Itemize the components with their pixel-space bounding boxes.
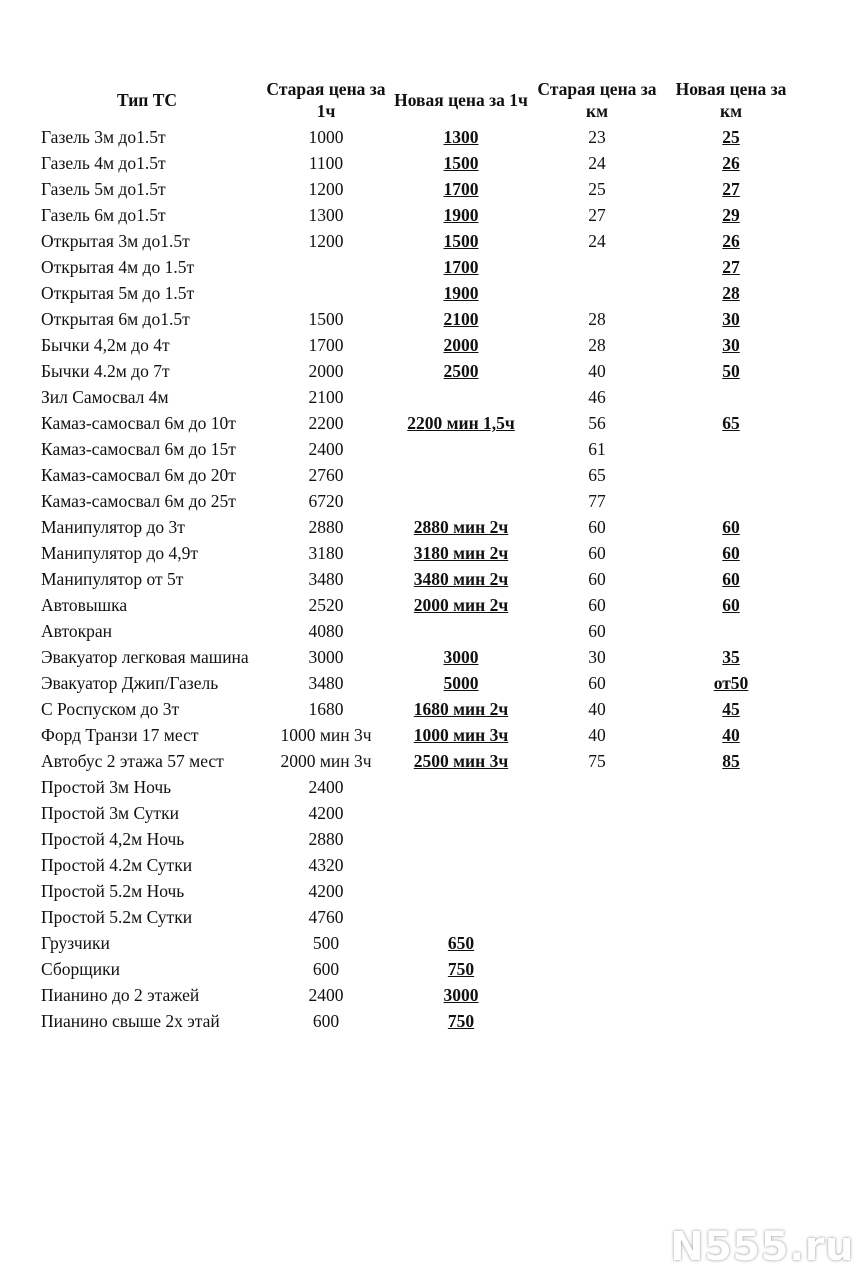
table-row (36, 722, 796, 748)
old-hour-price-cell: 6720 (308, 491, 344, 511)
vehicle-name-cell: Бычки 4,2м до 4т (41, 335, 170, 355)
vehicle-name-cell: Камаз-самосвал 6м до 15т (41, 439, 236, 459)
new-hour-price-cell: 1700 (443, 179, 479, 199)
old-km-price-cell: 40 (588, 361, 606, 381)
vehicle-name-cell: Газель 3м до1.5т (41, 127, 166, 147)
new-hour-price-cell: 1500 (443, 231, 479, 251)
new-km-price-cell (666, 826, 796, 852)
new-km-price-cell: 45 (722, 699, 740, 719)
table-row (36, 306, 796, 332)
vehicle-name-cell: Эвакуатор легковая машина (41, 647, 249, 667)
old-hour-price-cell: 3480 (308, 569, 344, 589)
new-km-price-cell: 35 (722, 647, 740, 667)
vehicle-name-cell: Газель 6м до1.5т (41, 205, 166, 225)
vehicle-name-cell: Простой 5.2м Сутки (41, 907, 193, 927)
table-row (36, 514, 796, 540)
old-km-price-cell: 24 (588, 153, 606, 173)
new-km-price-cell: 29 (722, 205, 740, 225)
new-hour-price-cell: 1680 мин 2ч (413, 699, 509, 719)
old-km-price-cell (528, 280, 666, 306)
table-row (36, 956, 796, 982)
new-hour-price-cell: 3000 (443, 985, 479, 1005)
old-hour-price-cell: 1000 мин 3ч (280, 725, 372, 745)
old-hour-price-cell: 4200 (308, 881, 344, 901)
old-hour-price-cell: 2880 (308, 517, 344, 537)
old-hour-price-cell: 1500 (308, 309, 344, 329)
table-row (36, 800, 796, 826)
header-old-km-price: Старая цена за км (537, 79, 657, 121)
table-row (36, 358, 796, 384)
new-hour-price-cell: 3000 (443, 647, 479, 667)
new-km-price-cell (666, 618, 796, 644)
new-km-price-cell: 60 (722, 569, 740, 589)
old-hour-price-cell: 4200 (308, 803, 344, 823)
old-km-price-cell (528, 1008, 666, 1034)
new-km-price-cell: 60 (722, 595, 740, 615)
table-row (36, 618, 796, 644)
old-km-price-cell: 60 (588, 673, 606, 693)
table-row (36, 1008, 796, 1034)
new-hour-price-cell (394, 904, 528, 930)
new-hour-price-cell: 1300 (443, 127, 479, 147)
vehicle-name-cell: Пианино свыше 2х этай (41, 1011, 220, 1031)
new-km-price-cell (666, 982, 796, 1008)
vehicle-name-cell: Открытая 3м до1.5т (41, 231, 190, 251)
new-km-price-cell (666, 774, 796, 800)
old-km-price-cell: 60 (588, 595, 606, 615)
table-row (36, 228, 796, 254)
table-row (36, 176, 796, 202)
new-km-price-cell (666, 904, 796, 930)
old-hour-price-cell: 2400 (308, 777, 344, 797)
old-km-price-cell: 30 (588, 647, 606, 667)
vehicle-name-cell: Газель 5м до1.5т (41, 179, 166, 199)
old-hour-price-cell: 1680 (308, 699, 344, 719)
old-km-price-cell: 61 (588, 439, 606, 459)
new-km-price-cell: 65 (722, 413, 740, 433)
new-km-price-cell: 60 (722, 543, 740, 563)
old-km-price-cell (528, 878, 666, 904)
old-hour-price-cell: 2880 (308, 829, 344, 849)
vehicle-name-cell: Грузчики (41, 933, 110, 953)
new-km-price-cell: 26 (722, 231, 740, 251)
old-km-price-cell: 46 (588, 387, 606, 407)
new-hour-price-cell (394, 384, 528, 410)
vehicle-name-cell: Бычки 4.2м до 7т (41, 361, 170, 381)
old-km-price-cell (528, 982, 666, 1008)
table-row (36, 696, 796, 722)
old-hour-price-cell: 2400 (308, 985, 344, 1005)
new-hour-price-cell: 2000 мин 2ч (413, 595, 509, 615)
old-km-price-cell: 23 (588, 127, 606, 147)
old-hour-price-cell: 1200 (308, 179, 344, 199)
table-row (36, 124, 796, 150)
new-hour-price-cell: 2000 (443, 335, 479, 355)
old-hour-price-cell: 4760 (308, 907, 344, 927)
vehicle-name-cell: Открытая 4м до 1.5т (41, 257, 195, 277)
new-hour-price-cell: 1900 (443, 283, 479, 303)
vehicle-name-cell: Манипулятор до 4,9т (41, 543, 199, 563)
table-row (36, 748, 796, 774)
old-km-price-cell (528, 852, 666, 878)
old-hour-price-cell: 2200 (308, 413, 344, 433)
vehicle-name-cell: Камаз-самосвал 6м до 20т (41, 465, 236, 485)
site-watermark: N555.ru (670, 1224, 854, 1270)
new-hour-price-cell (394, 488, 528, 514)
new-hour-price-cell: 750 (447, 1011, 475, 1031)
new-hour-price-cell: 1900 (443, 205, 479, 225)
old-hour-price-cell: 1100 (308, 153, 344, 173)
old-hour-price-cell: 3000 (308, 647, 344, 667)
vehicle-name-cell: Пианино до 2 этажей (41, 985, 200, 1005)
new-hour-price-cell: 750 (447, 959, 475, 979)
new-km-price-cell: 27 (722, 257, 740, 277)
old-hour-price-cell: 1700 (308, 335, 344, 355)
header-old-hour-price: Старая цена за 1ч (266, 79, 386, 121)
new-km-price-cell (666, 462, 796, 488)
old-km-price-cell: 60 (588, 569, 606, 589)
table-row (36, 852, 796, 878)
header-new-km-price: Новая цена за км (675, 79, 787, 121)
vehicle-name-cell: Открытая 6м до1.5т (41, 309, 190, 329)
old-km-price-cell (528, 904, 666, 930)
old-km-price-cell: 28 (588, 335, 606, 355)
old-km-price-cell: 27 (588, 205, 606, 225)
vehicle-name-cell: Камаз-самосвал 6м до 25т (41, 491, 236, 511)
old-km-price-cell: 28 (588, 309, 606, 329)
table-row (36, 826, 796, 852)
vehicle-name-cell: Простой 5.2м Ночь (41, 881, 185, 901)
table-row (36, 670, 796, 696)
old-hour-price-cell: 1300 (308, 205, 344, 225)
old-hour-price-cell: 2520 (308, 595, 344, 615)
old-km-price-cell: 60 (588, 517, 606, 537)
old-km-price-cell (528, 930, 666, 956)
new-hour-price-cell: 2880 мин 2ч (413, 517, 509, 537)
table-row (36, 280, 796, 306)
table-row (36, 566, 796, 592)
new-km-price-cell (666, 930, 796, 956)
table-row (36, 540, 796, 566)
vehicle-name-cell: Форд Транзи 17 мест (41, 725, 199, 745)
vehicle-name-cell: Автовышка (41, 595, 128, 615)
new-hour-price-cell: 2500 (443, 361, 479, 381)
new-hour-price-cell: 650 (447, 933, 475, 953)
old-km-price-cell: 60 (588, 543, 606, 563)
table-row (36, 878, 796, 904)
vehicle-name-cell: Автокран (41, 621, 113, 641)
header-vehicle-type: Тип ТС (116, 90, 178, 110)
new-hour-price-cell (394, 826, 528, 852)
table-row (36, 774, 796, 800)
table-row (36, 462, 796, 488)
new-km-price-cell (666, 800, 796, 826)
vehicle-name-cell: Зил Самосвал 4м (41, 387, 169, 407)
table-row (36, 592, 796, 618)
new-hour-price-cell: 1700 (443, 257, 479, 277)
old-hour-price-cell: 1000 (308, 127, 344, 147)
old-hour-price-cell: 2400 (308, 439, 344, 459)
new-hour-price-cell (394, 852, 528, 878)
table-row (36, 488, 796, 514)
new-km-price-cell: 27 (722, 179, 740, 199)
old-km-price-cell: 24 (588, 231, 606, 251)
table-body (36, 124, 796, 1034)
old-km-price-cell: 40 (588, 725, 606, 745)
new-km-price-cell (666, 956, 796, 982)
old-hour-price-cell: 2760 (308, 465, 344, 485)
new-hour-price-cell: 3480 мин 2ч (413, 569, 509, 589)
new-hour-price-cell (394, 436, 528, 462)
new-hour-price-cell (394, 462, 528, 488)
new-km-price-cell (666, 436, 796, 462)
old-km-price-cell: 56 (588, 413, 606, 433)
vehicle-name-cell: Простой 3м Сутки (41, 803, 179, 823)
old-hour-price-cell: 600 (312, 959, 340, 979)
table-row (36, 644, 796, 670)
vehicle-name-cell: Газель 4м до1.5т (41, 153, 166, 173)
new-km-price-cell (666, 384, 796, 410)
new-km-price-cell (666, 488, 796, 514)
new-km-price-cell: 30 (722, 335, 740, 355)
new-km-price-cell: 40 (722, 725, 740, 745)
old-km-price-cell (528, 800, 666, 826)
header-new-hour-price: Новая цена за 1ч (394, 90, 528, 110)
old-hour-price-cell: 3480 (308, 673, 344, 693)
vehicle-name-cell: Манипулятор до 3т (41, 517, 185, 537)
old-hour-price-cell: 3180 (308, 543, 344, 563)
vehicle-name-cell: Сборщики (41, 959, 120, 979)
table-row (36, 202, 796, 228)
old-hour-price-cell: 2000 мин 3ч (280, 751, 372, 771)
new-hour-price-cell (394, 800, 528, 826)
price-table (36, 76, 796, 1034)
new-hour-price-cell: 1500 (443, 153, 479, 173)
old-km-price-cell: 65 (588, 465, 606, 485)
new-hour-price-cell: 2200 мин 1,5ч (407, 413, 515, 433)
table-row (36, 384, 796, 410)
table-row (36, 150, 796, 176)
old-km-price-cell: 75 (588, 751, 606, 771)
new-km-price-cell: 25 (722, 127, 740, 147)
table-header-row (36, 76, 796, 124)
vehicle-name-cell: С Роспуском до 3т (41, 699, 180, 719)
vehicle-name-cell: Автобус 2 этажа 57 мест (41, 751, 224, 771)
new-km-price-cell (666, 878, 796, 904)
new-km-price-cell: 60 (722, 517, 740, 537)
new-hour-price-cell: 2500 мин 3ч (413, 751, 509, 771)
table-row (36, 904, 796, 930)
old-hour-price-cell: 4080 (308, 621, 344, 641)
old-hour-price-cell: 1200 (308, 231, 344, 251)
new-hour-price-cell: 1000 мин 3ч (413, 725, 509, 745)
new-km-price-cell: 26 (722, 153, 740, 173)
new-hour-price-cell: 5000 (443, 673, 479, 693)
old-km-price-cell (528, 826, 666, 852)
table-row (36, 254, 796, 280)
table-row (36, 332, 796, 358)
table-row (36, 982, 796, 1008)
new-km-price-cell: 50 (722, 361, 740, 381)
new-km-price-cell: 85 (722, 751, 740, 771)
table-row (36, 436, 796, 462)
new-hour-price-cell (394, 878, 528, 904)
new-hour-price-cell: 2100 (443, 309, 479, 329)
vehicle-name-cell: Простой 4,2м Ночь (41, 829, 185, 849)
new-hour-price-cell (394, 774, 528, 800)
vehicle-name-cell: Простой 3м Ночь (41, 777, 172, 797)
old-hour-price-cell: 2000 (308, 361, 344, 381)
old-km-price-cell: 60 (588, 621, 606, 641)
vehicle-name-cell: Простой 4.2м Сутки (41, 855, 193, 875)
new-km-price-cell: 28 (722, 283, 740, 303)
old-km-price-cell (528, 956, 666, 982)
vehicle-name-cell: Манипулятор от 5т (41, 569, 184, 589)
old-km-price-cell: 25 (588, 179, 606, 199)
new-km-price-cell: от50 (713, 673, 749, 693)
vehicle-name-cell: Эвакуатор Джип/Газель (41, 673, 219, 693)
new-hour-price-cell: 3180 мин 2ч (413, 543, 509, 563)
old-hour-price-cell: 500 (312, 933, 340, 953)
new-hour-price-cell (394, 618, 528, 644)
old-hour-price-cell (258, 254, 394, 280)
new-km-price-cell (666, 852, 796, 878)
new-km-price-cell: 30 (722, 309, 740, 329)
old-hour-price-cell: 600 (312, 1011, 340, 1031)
old-km-price-cell: 77 (588, 491, 606, 511)
vehicle-name-cell: Камаз-самосвал 6м до 10т (41, 413, 236, 433)
old-hour-price-cell: 4320 (308, 855, 344, 875)
old-hour-price-cell: 2100 (308, 387, 344, 407)
old-hour-price-cell (258, 280, 394, 306)
new-km-price-cell (666, 1008, 796, 1034)
vehicle-name-cell: Открытая 5м до 1.5т (41, 283, 195, 303)
table-row (36, 410, 796, 436)
old-km-price-cell: 40 (588, 699, 606, 719)
old-km-price-cell (528, 254, 666, 280)
table-row (36, 930, 796, 956)
old-km-price-cell (528, 774, 666, 800)
